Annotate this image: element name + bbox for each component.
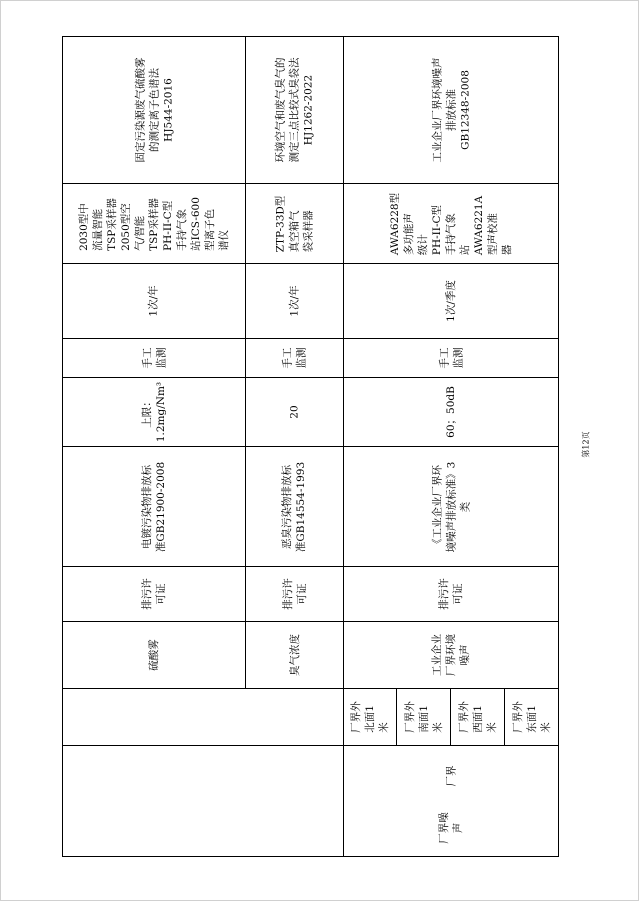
row3-frequency-cell <box>344 264 558 338</box>
row1-monitor-type: 手工 监测 <box>141 347 167 369</box>
row2-pollutant-cell <box>246 622 343 688</box>
row3-pollutant-cell <box>344 622 558 688</box>
row1-source-cell <box>63 567 245 621</box>
row3-location-cell <box>344 746 558 806</box>
row1-limit: 上限： 1.2mg/Nm³ <box>141 381 167 443</box>
row2-equipment: ZTP-33D型 真空箱气 袋采样器 <box>274 195 315 252</box>
row2-pollutant: 臭气浓度 <box>288 634 301 676</box>
row1-limit-cell <box>63 378 245 446</box>
row1-equipment-cell <box>63 184 245 263</box>
row1-standard: 电镀污染物排放标 准GB21900-2008 <box>141 461 167 552</box>
row2-limit: 20 <box>288 405 301 419</box>
row3-equipment: AWA6228型 多功能声 级计 PH-II-C型 手持气象 站 AWA6221A 型声校准 器 <box>388 192 513 255</box>
point-west: 厂界外 西面1 米 <box>457 701 498 733</box>
point-south-cell <box>397 689 450 745</box>
row2-standard: 恶臭污染物排放标 准GB14554-1993 <box>281 461 308 552</box>
row1-monitor-type-cell <box>63 339 245 377</box>
row3-standard: 《工业企业厂界环 境噪声排放标准》3 类 <box>431 461 471 552</box>
point-east-cell <box>505 689 558 745</box>
row3-category-cell-visible <box>344 800 558 856</box>
row1-method: 固定污染源废气硫酸雾 的测定离子色谱法 HJ544-2016 <box>134 57 174 163</box>
row2-standard-cell <box>246 447 343 566</box>
row1-source: 排污许 可证 <box>141 578 167 610</box>
row2-frequency-cell <box>246 264 343 338</box>
row1-method-cell <box>63 37 245 183</box>
row3-source: 排污许 可证 <box>438 578 464 610</box>
row3-equipment-cell <box>344 184 558 263</box>
row3-limit: 60；50dB <box>444 386 457 438</box>
row3-limit-cell <box>344 378 558 446</box>
row2-method: 环境空气和废气臭气的 测定三点比较式臭袋法 HJ1262-2022 <box>274 57 315 163</box>
row3-source-cell <box>344 567 558 621</box>
point-east: 厂界外 东面1 米 <box>511 701 552 733</box>
row2-monitor-type-cell <box>246 339 343 377</box>
row3-method: 工业企业厂界环境噪声 排放标准 GB12348-2008 <box>431 57 471 163</box>
row3-method-cell <box>344 37 558 183</box>
row2-method-cell <box>246 37 343 183</box>
row1-equipment: 2030型中 流量智能 TSP采样器 2050型空 气/智能 TSP采样器 PH-II-C型 手持气象 站ICS-600 型离子色 谱仪 <box>77 196 230 251</box>
row2-monitor-type: 手工 监测 <box>281 347 308 369</box>
point-north-cell <box>344 689 396 745</box>
row3-frequency: 1次/季度 <box>445 280 457 322</box>
point-north: 厂界外 北面1 米 <box>350 701 390 733</box>
page-number-label: 第12页 <box>581 430 591 458</box>
row3-monitor-type-cell <box>344 339 558 377</box>
row3-standard-cell <box>344 447 558 566</box>
row3-monitor-type: 手工 监测 <box>438 347 464 369</box>
row1-standard-cell <box>63 447 245 566</box>
row1-frequency-cell <box>63 264 245 338</box>
row2-source-cell <box>246 567 343 621</box>
row2-limit-cell <box>246 378 343 446</box>
point-west-cell <box>451 689 504 745</box>
row1-pollutant-cell <box>63 622 245 688</box>
row3-location: 厂界 <box>445 765 457 787</box>
row2-equipment-cell <box>246 184 343 263</box>
row3-category: 厂界噪 声 <box>438 812 464 844</box>
row2-frequency: 1次/年 <box>288 285 301 317</box>
row1-pollutant: 硫酸雾 <box>148 639 160 671</box>
point-south: 厂界外 南面1 米 <box>403 701 444 733</box>
page-number <box>566 430 606 458</box>
row2-source: 排污许 可证 <box>281 578 308 610</box>
category-cell <box>63 746 343 856</box>
row3-pollutant: 工业企业 厂界环境 噪声 <box>431 634 471 676</box>
row1-frequency: 1次/年 <box>148 285 160 317</box>
